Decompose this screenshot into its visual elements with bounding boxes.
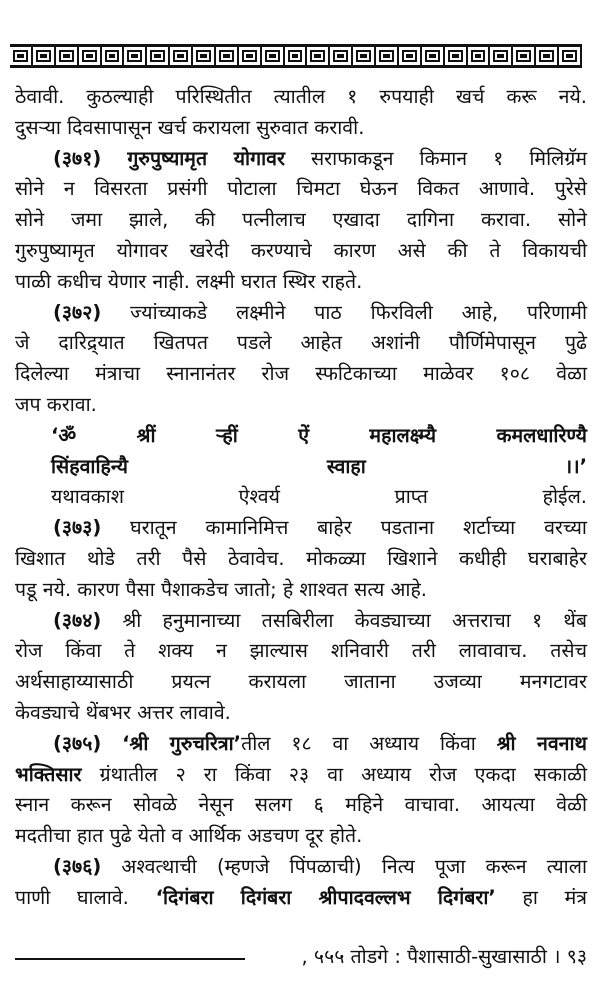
- border-ornament: [353, 47, 376, 65]
- border-ornament: [216, 47, 239, 65]
- border-ornament: [33, 47, 56, 65]
- text-run: ज्यांच्याकडे लक्ष्मीने पाठ फिरविली आहे, परिणामी: [101, 300, 587, 324]
- paragraph-373-line: [15, 513, 587, 544]
- text-run: श्री हनुमानाच्या तसबिरीला केवड्याच्या अत्तराचा १ थेंब: [101, 608, 587, 632]
- text-line: यथावकाश ऐश्वर्य प्राप्त होईल.: [51, 485, 587, 509]
- item-number: (३७६): [53, 854, 102, 878]
- text-line: गुरुपुष्यामृत योगावर खरेदी करण्याचे कारण असे की ते विकायची: [15, 238, 587, 262]
- text-line: अर्थसाहाय्यासाठी प्रयत्न करायला जाताना उजव्या मनगटावर: [15, 670, 587, 694]
- border-ornament: [399, 47, 422, 65]
- text-line: जे दारिद्र्यात खितपत पडले आहेत अशांनी पौर्णिमेपासून पुढे: [15, 331, 587, 355]
- text-line: मदतीचा हात पुढे येतो व आर्थिक अडचण दूर होते.: [15, 824, 363, 848]
- bold-phrase: भक्तिसार: [15, 762, 82, 786]
- text-line: पडू नये. कारण पैसा पैशाकडेच जातो; हे शाश्वत सत्य आहे.: [15, 577, 428, 601]
- paragraph-375-line: [15, 760, 587, 791]
- item-number: (३७१): [53, 146, 102, 170]
- text-run: ग्रंथातील २ रा किंवा २३ वा अध्याय रोज एकदा सकाळी: [81, 762, 587, 786]
- mantra-line: ‘ॐ श्रीं ऱ्हीं ऐं महालक्ष्म्यै कमलधारिण्यै: [51, 423, 587, 447]
- decorative-border: [10, 44, 582, 68]
- border-ornament: [102, 47, 125, 65]
- border-ornament: [79, 47, 102, 65]
- item-number: (३७२): [53, 300, 102, 324]
- text-line: ठेवावी. कुठल्याही परिस्थितीत त्यातील १ रुपयाही खर्च करू नये.: [15, 85, 587, 108]
- page-body: [15, 82, 587, 914]
- paragraph-376-line: [15, 883, 587, 914]
- border-ornament: [56, 47, 79, 65]
- paragraph-371-line: [15, 144, 587, 175]
- border-ornament: [490, 47, 513, 65]
- paragraph-372-line: [15, 298, 587, 329]
- text-line: सोने न विसरता प्रसंगी पोटाला चिमटा घेऊन विकत आणावे. पुरेसे: [15, 177, 587, 201]
- border-ornament: [468, 47, 491, 65]
- text-line: केवड्याचे थेंबभर अत्तर लावावे.: [15, 700, 231, 724]
- border-ornament: [170, 47, 193, 65]
- border-ornament: [536, 47, 559, 65]
- text-run: हा मंत्र: [495, 885, 588, 909]
- border-ornament: [445, 47, 468, 65]
- border-ornament: [193, 47, 216, 65]
- text-line: खिशात थोडे तरी पैसे ठेवावेच. मोकळ्या खिशाने कधीही घराबाहेर: [15, 546, 587, 570]
- border-ornament: [513, 47, 536, 65]
- border-ornament: [330, 47, 353, 65]
- text-run: पाणी घालावे.: [15, 885, 156, 909]
- item-number: (३७३): [53, 516, 102, 540]
- border-ornament: [147, 47, 170, 65]
- border-ornament: [376, 47, 399, 65]
- text-line: रोज किंवा ते शक्य न झाल्यास शनिवारी तरी लावावाच. तसेच: [15, 639, 587, 663]
- bold-phrase: ‘दिगंबरा दिगंबरा श्रीपादवल्लभ दिगंबरा’: [155, 885, 496, 909]
- paragraph-376-line: [15, 852, 587, 883]
- text-line: सोने जमा झाले, की पत्नीलाच एखादा दागिना करावा. सोने: [15, 208, 587, 232]
- footer-text: , ५५५ तोडगे : पैशासाठी-सुखासाठी । ९३: [301, 945, 587, 968]
- text-line: दुसऱ्या दिवसापासून खर्च करायला सुरुवात करावी.: [15, 115, 365, 139]
- text-run: घरातून कामानिमित्त बाहेर पडताना शर्टाच्या वरच्या: [101, 516, 587, 540]
- paragraph-375-line: [15, 729, 587, 760]
- text-line: जप करावा.: [15, 392, 97, 416]
- border-ornament: [124, 47, 147, 65]
- border-ornament: [10, 47, 33, 65]
- text-line: स्नान करून सोवळे नेसून सलग ६ महिने वाचावा. आयत्या वेळी: [15, 793, 587, 817]
- text-run: सराफाकडून किमान १ मिलिग्रॅम: [284, 146, 587, 170]
- border-ornament: [262, 47, 285, 65]
- border-ornament: [307, 47, 330, 65]
- border-ornament: [285, 47, 308, 65]
- text-run: तील १८ वा अध्याय किंवा: [241, 731, 497, 755]
- text-line: पाळी कधीच येणार नाही. लक्ष्मी घरात स्थिर राहते.: [15, 269, 363, 293]
- border-ornament: [422, 47, 445, 65]
- border-ornament: [559, 47, 582, 65]
- item-number: (३७४): [53, 608, 102, 632]
- border-ornament: [239, 47, 262, 65]
- item-number: (३७५): [53, 731, 102, 755]
- mantra-line: सिंहवाहिन्यै स्वाहा ।।’: [51, 454, 587, 478]
- text-run: अश्वत्थाची (म्हणजे पिंपळाची) नित्य पूजा करून त्याला: [101, 854, 587, 878]
- bold-phrase: गुरुपुष्यामृत योगावर: [127, 146, 285, 170]
- text-line: दिलेल्या मंत्राचा स्नानानंतर रोज स्फटिकाच्या माळेवर १०८ वेळा: [15, 362, 587, 386]
- footer-rule: [15, 958, 245, 960]
- bold-phrase: ‘श्री गुरुचरित्रा’: [122, 731, 242, 755]
- page-footer: [15, 942, 587, 972]
- bold-phrase: श्री नवनाथ: [496, 731, 588, 755]
- paragraph-374-line: [15, 606, 587, 637]
